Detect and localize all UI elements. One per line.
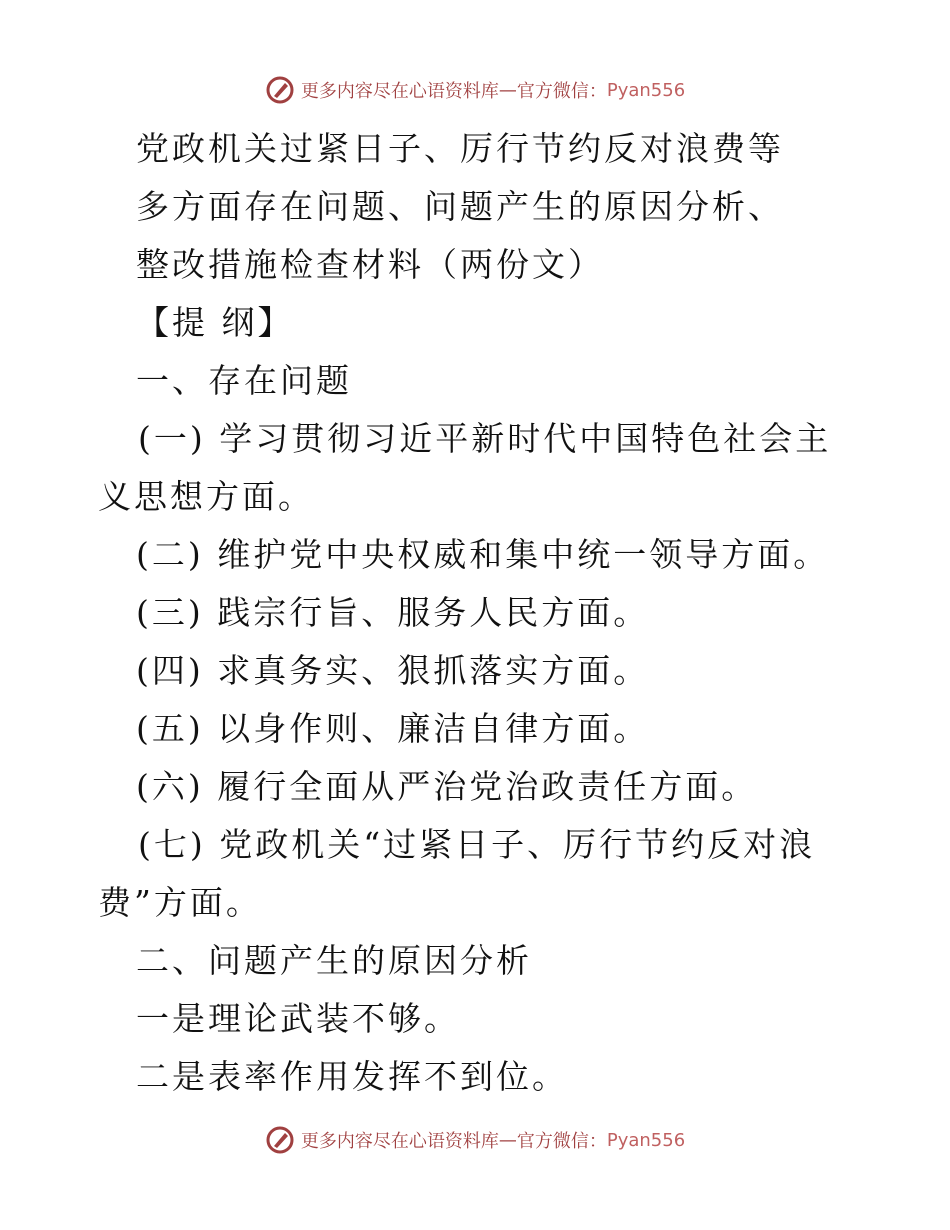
title-line-3: 整改措施检查材料（两份文）: [136, 245, 604, 284]
section-1-item-2: (二) 维护党中央权威和集中统一领导方面。: [136, 535, 830, 574]
section-2-item-2: 二是表率作用发挥不到位。: [136, 1057, 568, 1096]
document-body: [98, 120, 858, 1106]
section-1-item-4: (四) 求真务实、狠抓落实方面。: [136, 651, 650, 690]
outline-label: 【提 纲】: [136, 303, 294, 342]
watermark-separator: —: [498, 79, 517, 101]
watermark-text: 更多内容尽在心语资料库: [300, 81, 499, 102]
section-1-item-7: (七) 党政机关“过紧日子、厉行节约反对浪费”方面。: [98, 825, 816, 922]
watermark-label: 官方微信：: [516, 1131, 607, 1152]
watermark-wechat-id: Pyan556: [606, 1129, 686, 1151]
watermark-wechat-id: Pyan556: [606, 79, 686, 101]
pen-circle-icon: [265, 75, 295, 105]
pen-circle-icon: [265, 1125, 295, 1155]
watermark-separator: —: [498, 1129, 517, 1151]
section-1-item-5: (五) 以身作则、廉洁自律方面。: [136, 709, 650, 748]
title-line-2: 多方面存在问题、问题产生的原因分析、: [136, 187, 784, 226]
watermark-banner-bottom: [0, 1120, 950, 1160]
watermark-banner-top: [0, 70, 950, 110]
section-1-item-6: (六) 履行全面从严治党治政责任方面。: [136, 767, 758, 806]
section-2-heading: 二、问题产生的原因分析: [136, 941, 532, 980]
title-line-1: 党政机关过紧日子、厉行节约反对浪费等: [136, 129, 784, 168]
section-1-heading: 一、存在问题: [136, 361, 352, 400]
watermark-label: 官方微信：: [516, 81, 607, 102]
section-2-item-1: 一是理论武装不够。: [136, 999, 460, 1038]
watermark-text: 更多内容尽在心语资料库: [300, 1131, 499, 1152]
section-1-item-3: (三) 践宗行旨、服务人民方面。: [136, 593, 650, 632]
section-1-item-1: (一) 学习贯彻习近平新时代中国特色社会主义思想方面。: [98, 419, 832, 516]
